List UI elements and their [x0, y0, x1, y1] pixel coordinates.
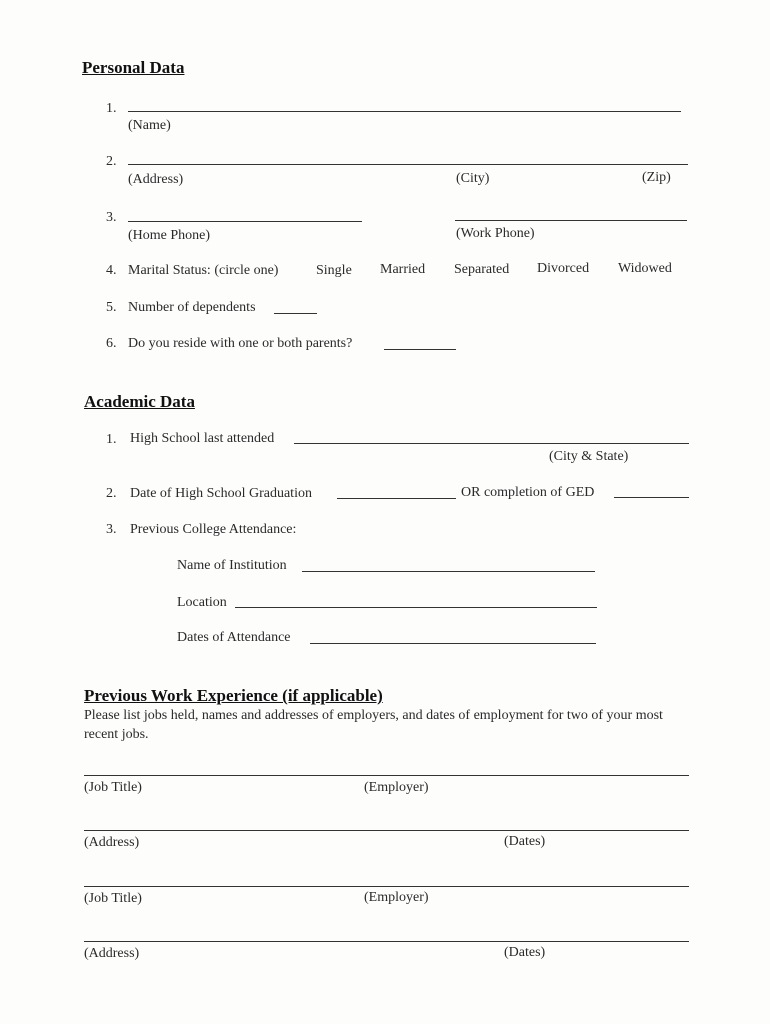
high-school-label: High School last attended [130, 431, 275, 446]
name-field-line[interactable] [128, 111, 681, 112]
personal-data-heading: Personal Data [82, 58, 185, 77]
location-label: Location [177, 595, 227, 610]
graduation-date-label: Date of High School Graduation [130, 486, 312, 501]
graduation-date-field-line[interactable] [337, 498, 456, 499]
work-instructions: Please list jobs held, names and addresses of employers, and dates of employment for two of your most recent jobs. [84, 708, 663, 742]
job1-address-caption: (Address) [84, 835, 140, 850]
dependents-field-line[interactable] [274, 313, 317, 314]
city-state-caption: (City & State) [549, 449, 629, 464]
address-field-line[interactable] [128, 164, 688, 165]
marital-option-widowed[interactable]: Widowed [618, 261, 672, 276]
item-number: 6. [106, 336, 117, 351]
job2-dates-caption: (Dates) [504, 945, 546, 960]
location-field-line[interactable] [235, 607, 597, 608]
item-number: 1. [106, 101, 117, 116]
academic-data-heading: Academic Data [84, 392, 195, 411]
name-caption: (Name) [128, 118, 171, 133]
item-number: 5. [106, 300, 117, 315]
item-number: 4. [106, 263, 117, 278]
work-phone-field-line[interactable] [455, 220, 687, 221]
job2-title-caption: (Job Title) [84, 891, 142, 906]
job2-address-caption: (Address) [84, 946, 140, 961]
job2-title-employer-line[interactable] [84, 886, 689, 887]
attendance-dates-field-line[interactable] [310, 643, 596, 644]
job1-address-dates-line[interactable] [84, 830, 689, 831]
work-experience-heading: Previous Work Experience (if applicable) [84, 686, 383, 705]
home-phone-field-line[interactable] [128, 221, 362, 222]
institution-label: Name of Institution [177, 558, 287, 573]
city-caption: (City) [456, 171, 490, 186]
marital-option-divorced[interactable]: Divorced [537, 261, 590, 276]
item-number: 2. [106, 486, 117, 501]
job1-employer-caption: (Employer) [364, 780, 429, 795]
high-school-field-line[interactable] [294, 443, 689, 444]
item-number: 1. [106, 432, 117, 447]
marital-option-married[interactable]: Married [380, 262, 426, 277]
item-number: 2. [106, 154, 117, 169]
marital-status-label: Marital Status: (circle one) [128, 263, 279, 278]
work-phone-caption: (Work Phone) [456, 226, 535, 241]
reside-field-line[interactable] [384, 349, 456, 350]
job1-title-caption: (Job Title) [84, 780, 142, 795]
item-number: 3. [106, 522, 117, 537]
reside-label: Do you reside with one or both parents? [128, 336, 353, 351]
marital-option-separated[interactable]: Separated [454, 262, 510, 277]
job2-employer-caption: (Employer) [364, 890, 429, 905]
dependents-label: Number of dependents [128, 300, 256, 315]
job1-title-employer-line[interactable] [84, 775, 689, 776]
address-caption: (Address) [128, 172, 184, 187]
ged-field-line[interactable] [614, 497, 689, 498]
institution-field-line[interactable] [302, 571, 595, 572]
attendance-dates-label: Dates of Attendance [177, 630, 291, 645]
home-phone-caption: (Home Phone) [128, 228, 211, 243]
job2-address-dates-line[interactable] [84, 941, 689, 942]
item-number: 3. [106, 210, 117, 225]
ged-label: OR completion of GED [461, 485, 595, 500]
marital-option-single[interactable]: Single [316, 263, 352, 278]
zip-caption: (Zip) [642, 170, 671, 185]
job1-dates-caption: (Dates) [504, 834, 546, 849]
college-attendance-label: Previous College Attendance: [130, 522, 297, 537]
